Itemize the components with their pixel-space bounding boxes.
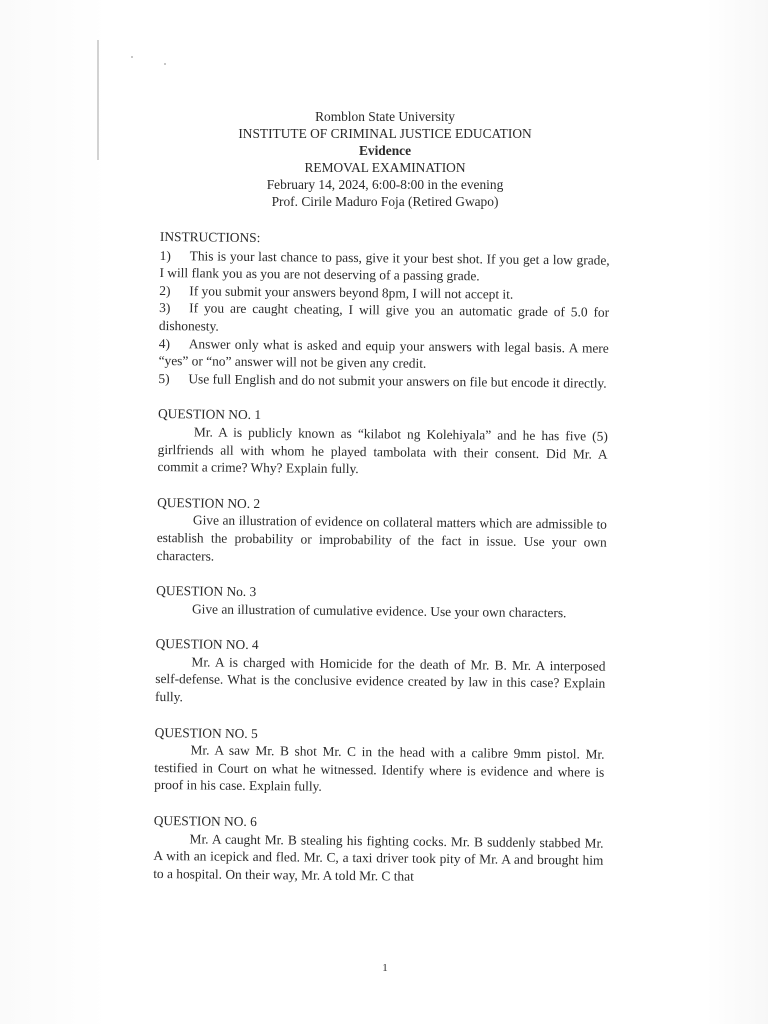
question-text: Mr. A is publicly known as “kilabot ng Kolehiyala” and he has five (5) girlfriends all with whom he played tambolata with their consent. Did Mr. A commit a crime? Why? Explain fully. <box>157 424 608 477</box>
instruction-text: Use full English and do not submit your answers on file but encode it directly. <box>188 371 607 391</box>
instruction-item <box>158 370 608 392</box>
question-title: QUESTION NO. 1 <box>157 406 262 423</box>
question-text: Give an illustration of cumulative evidence. Use your own characters. <box>191 601 567 620</box>
instruction-text: This is your last chance to pass, give it your best shot. If you get a low grade, I will flank you as you are not deserving of a passing grade. <box>159 247 610 284</box>
instructions-title: INSTRUCTIONS: <box>159 228 261 246</box>
exam-schedule: February 14, 2024, 6:00-8:00 in the evening <box>266 177 504 192</box>
question-title: QUESTION NO. 5 <box>154 724 258 741</box>
instruction-text: If you are caught cheating, I will give you an automatic grade of 5.0 for dishonesty. <box>158 300 610 334</box>
instruction-number: 2) <box>159 282 171 298</box>
instruction-number: 5) <box>158 370 170 386</box>
instruction-item <box>159 335 609 375</box>
scan-margin-line <box>97 40 99 160</box>
professor-name: Prof. Cirile Maduro Foja (Retired Gwapo) <box>271 194 499 209</box>
instruction-item <box>159 247 609 287</box>
page-number: 1 <box>382 962 388 974</box>
question-text: Mr. A saw Mr. B shot Mr. C in the head with a calibre 9mm pistol. Mr. testified in Court on what he witnessed. Identify where is evidence and where is proof in his case. Explain fully. <box>154 742 605 795</box>
exam-title: REMOVAL EXAMINATION <box>304 160 466 175</box>
question-title: QUESTION No. 3 <box>156 583 257 600</box>
question-title: QUESTION NO. 2 <box>157 494 261 511</box>
question-text: Give an illustration of evidence on collateral matters which are admissible to establish the probability or improbability of the fact in issue. Use your own characters. <box>156 512 607 564</box>
scan-speck <box>164 63 166 65</box>
scan-speck <box>131 56 133 58</box>
instruction-number: 3) <box>159 300 171 316</box>
instruction-number: 4) <box>158 335 171 351</box>
question-title: QUESTION NO. 4 <box>155 636 259 653</box>
university-name: Romblon State University <box>315 109 455 124</box>
question-text: Mr. A is charged with Homicide for the death of Mr. B. Mr. A interposed self-defense. What is the conclusive evidence created by law in this case? Explain fully. <box>155 654 606 705</box>
question-title: QUESTION NO. 6 <box>153 812 257 830</box>
exam-header <box>150 108 620 210</box>
subject-title: Evidence <box>358 143 412 158</box>
exam-body <box>153 228 610 887</box>
instruction-number: 1) <box>159 247 171 263</box>
instruction-text: Answer only what is asked and equip your answers with legal basis. A mere “yes” or “no” answer will not be given any credit. <box>158 335 609 371</box>
instruction-text: If you submit your answers beyond 8pm, I will not accept it. <box>189 283 514 302</box>
instruction-item <box>159 299 609 339</box>
question-text: Mr. A caught Mr. B stealing his fighting cocks. Mr. B suddenly stabbed Mr. A with an icepick and fled. Mr. C, a taxi driver took pity of Mr. A and brought him to a hospital. On their way, Mr. A told Mr. C that <box>153 830 604 884</box>
institute-name: INSTITUTE OF CRIMINAL JUSTICE EDUCATION <box>238 126 532 141</box>
